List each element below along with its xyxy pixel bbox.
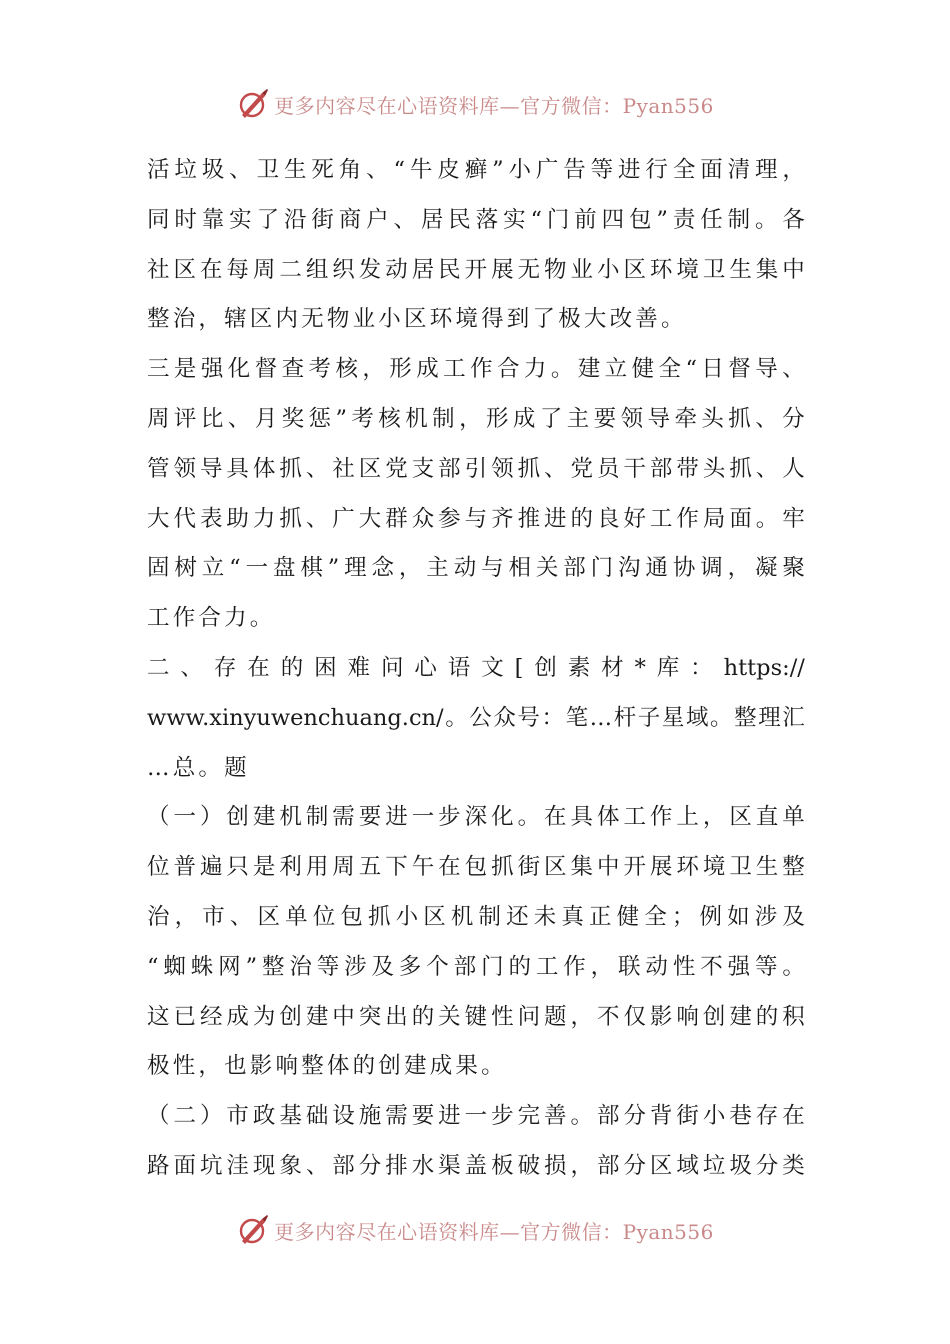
text-line: 三 是 强 化 督 查 考 核 ， 形 成 工 作 合 力 。 建 立 健 全 “ 日 督 导 、 bbox=[147, 356, 805, 383]
text-line: …总。题 bbox=[147, 754, 250, 781]
text-line: 同 时 靠 实 了 沿 街 商 户 、 居 民 落 实 “ 门 前 四 包 ” 责 任 制 。 各 bbox=[147, 206, 805, 233]
header-banner bbox=[0, 82, 950, 126]
text-line: （ 二 ） 市 政 基 础 设 施 需 要 进 一 步 完 善 。 部 分 背 街 小 巷 存 在 bbox=[147, 1103, 805, 1130]
text-line: “ 蜘 蛛 网 ” 整 治 等 涉 及 多 个 部 门 的 工 作 ， 联 动 性 不 强 等 。 bbox=[147, 953, 805, 980]
text-line: 二 、 存 在 的 困 难 问 心 语 文 [ 创 素 材 * 库 ： https:// bbox=[147, 654, 805, 681]
text-line: 周 评 比 、 月 奖 惩 ” 考 核 机 制 ， 形 成 了 主 要 领 导 牵 头 抓 、 分 bbox=[147, 405, 805, 432]
text-line: 路 面 坑 洼 现 象 、 部 分 排 水 渠 盖 板 破 损 ， 部 分 区 域 垃 圾 分 类 bbox=[147, 1152, 805, 1179]
text-line: 工作合力。 bbox=[147, 605, 276, 632]
text-line: 整治，辖区内无物业小区环境得到了极大改善。 bbox=[147, 306, 687, 333]
header-banner-text: 更多内容尽在心语资料库—官方微信：Pyan556 bbox=[274, 93, 714, 118]
footer-banner bbox=[0, 1208, 950, 1252]
text-line: 位 普 遍 只 是 利 用 周 五 下 午 在 包 抓 街 区 集 中 开 展 环 境 卫 生 整 bbox=[147, 854, 805, 881]
footer-banner-text: 更多内容尽在心语资料库—官方微信：Pyan556 bbox=[274, 1219, 714, 1244]
document-body bbox=[147, 146, 805, 1192]
text-line: 这 已 经 成 为 创 建 中 突 出 的 关 键 性 问 题 ， 不 仅 影 响 创 建 的 积 bbox=[147, 1003, 805, 1030]
text-line: 管 领 导 具 体 抓 、 社 区 党 支 部 引 领 抓 、 党 员 干 部 带 头 抓 、 人 bbox=[147, 455, 805, 482]
text-line: 大 代 表 助 力 抓 、 广 大 群 众 参 与 齐 推 进 的 良 好 工 作 局 面 。 牢 bbox=[147, 505, 805, 532]
pen-logo-icon bbox=[236, 87, 270, 121]
pen-logo-icon bbox=[236, 1213, 270, 1247]
text-line: 社 区 在 每 周 二 组 织 发 动 居 民 开 展 无 物 业 小 区 环 境 卫 生 集 中 bbox=[147, 256, 805, 283]
text-line: 固 树 立 “ 一 盘 棋 ” 理 念 ， 主 动 与 相 关 部 门 沟 通 协 调 ， 凝 聚 bbox=[147, 555, 805, 582]
text-line: （ 一 ） 创 建 机 制 需 要 进 一 步 深 化 。 在 具 体 工 作 上 ， 区 直 单 bbox=[147, 804, 805, 831]
text-line: www.xinyuwenchuang.cn/ 。 公 众 号 ： 笔 … 杆 子 星 域 。 整 理 汇 bbox=[147, 704, 805, 731]
text-line: 活 垃 圾 、 卫 生 死 角 、 “ 牛 皮 癣 ” 小 广 告 等 进 行 全 面 清 理 ， bbox=[147, 157, 805, 183]
text-line: 极性，也影响整体的创建成果。 bbox=[147, 1053, 507, 1080]
text-line: 治 ， 市 、 区 单 位 包 抓 小 区 机 制 还 未 真 正 健 全 ； 例 如 涉 及 bbox=[147, 903, 805, 930]
